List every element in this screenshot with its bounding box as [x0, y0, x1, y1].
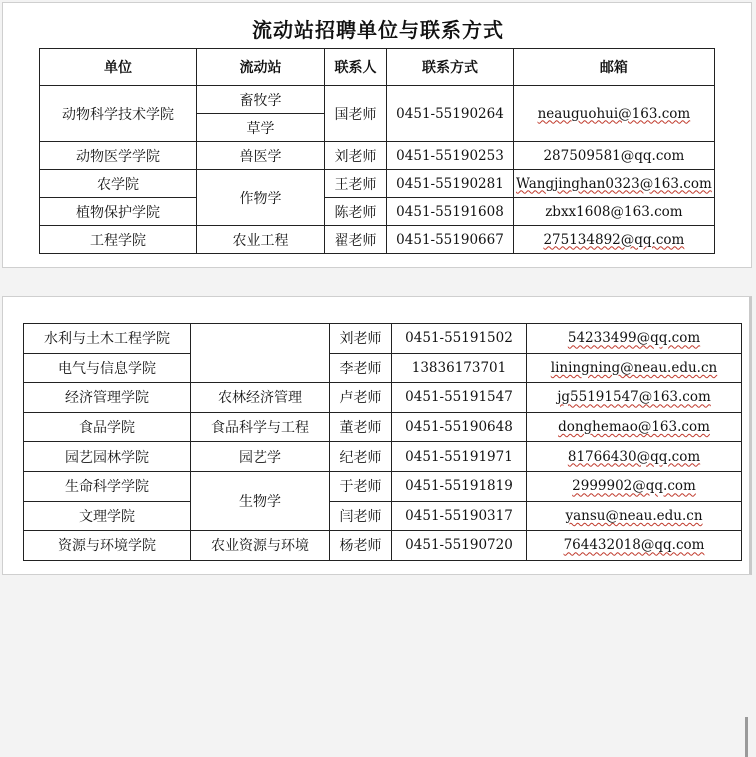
cell-contact: 陈老师 — [325, 198, 387, 226]
cell-station: 农林经济管理 — [191, 383, 330, 413]
cell-contact: 王老师 — [325, 170, 387, 198]
table-row — [24, 324, 742, 354]
cell-unit: 生命科学学院 — [24, 471, 191, 501]
email-text: neauguohui@163.com — [537, 105, 691, 122]
cell-contact: 纪老师 — [330, 442, 392, 472]
cell-contact: 国老师 — [325, 86, 387, 142]
email-text: yansu@neau.edu.cn — [565, 507, 703, 524]
cell-station: 园艺学 — [191, 442, 330, 472]
cell-contact: 于老师 — [330, 471, 392, 501]
cell-contact: 卢老师 — [330, 383, 392, 413]
cell-unit: 电气与信息学院 — [24, 353, 191, 383]
cell-email — [514, 198, 715, 226]
header-station: 流动站 — [197, 49, 325, 86]
cell-unit: 资源与环境学院 — [24, 531, 191, 561]
cell-unit: 农学院 — [40, 170, 197, 198]
cell-email — [527, 353, 742, 383]
cell-email — [527, 412, 742, 442]
email-text: liningning@neau.edu.cn — [550, 359, 718, 376]
cell-contact: 刘老师 — [330, 324, 392, 354]
cell-phone: 0451-55191819 — [392, 471, 527, 501]
document-title: 流动站招聘单位与联系方式 — [252, 18, 504, 42]
cell-unit: 园艺园林学院 — [24, 442, 191, 472]
cell-unit: 食品学院 — [24, 412, 191, 442]
cell-email — [527, 531, 742, 561]
recruitment-table-top — [39, 48, 715, 254]
table-row — [24, 412, 742, 442]
cell-station: 草学 — [197, 114, 325, 142]
table-row — [40, 198, 715, 226]
header-email: 邮箱 — [514, 49, 715, 86]
cell-station: 兽医学 — [197, 142, 325, 170]
cell-unit: 文理学院 — [24, 501, 191, 531]
cell-phone: 0451-55190264 — [387, 86, 514, 142]
cell-unit: 动物科学技术学院 — [40, 86, 197, 142]
cell-email — [514, 142, 715, 170]
table-row — [24, 471, 742, 501]
cell-station: 作物学 — [197, 170, 325, 226]
table-row — [40, 86, 715, 114]
header-unit: 单位 — [40, 49, 197, 86]
email-text: 54233499@qq.com — [567, 330, 701, 347]
email-text: donghemao@163.com — [558, 419, 710, 436]
cell-phone: 0451-55190720 — [392, 531, 527, 561]
cell-contact: 闫老师 — [330, 501, 392, 531]
cell-contact: 刘老师 — [325, 142, 387, 170]
cell-phone: 0451-55191502 — [392, 324, 527, 354]
table-row — [24, 353, 742, 383]
email-text: zbxx1608@163.com — [545, 203, 683, 220]
cell-unit: 水利与土木工程学院 — [24, 324, 191, 354]
cell-email — [527, 324, 742, 354]
cell-unit: 工程学院 — [40, 226, 197, 254]
cell-contact: 杨老师 — [330, 531, 392, 561]
table-header-row — [40, 49, 715, 86]
cell-phone: 0451-55190667 — [387, 226, 514, 254]
cell-phone: 0451-55190317 — [392, 501, 527, 531]
email-text: 764432018@qq.com — [563, 537, 705, 554]
table-row — [24, 383, 742, 413]
cell-email — [527, 383, 742, 413]
table-row — [24, 501, 742, 531]
cell-phone: 0451-55191608 — [387, 198, 514, 226]
cell-phone: 13836173701 — [392, 353, 527, 383]
cell-contact: 李老师 — [330, 353, 392, 383]
cell-station: 农业工程 — [197, 226, 325, 254]
table-row — [40, 170, 715, 198]
email-text: 81766430@qq.com — [567, 448, 701, 465]
email-text: jg55191547@163.com — [557, 389, 711, 406]
cell-station: 食品科学与工程 — [191, 412, 330, 442]
cell-email — [527, 471, 742, 501]
scrollbar-thumb[interactable] — [745, 717, 748, 757]
email-text: 2999902@qq.com — [572, 478, 696, 495]
cell-email — [514, 170, 715, 198]
header-phone: 联系方式 — [387, 49, 514, 86]
cell-unit: 植物保护学院 — [40, 198, 197, 226]
header-contact: 联系人 — [325, 49, 387, 86]
cell-email — [514, 86, 715, 142]
cell-email — [527, 442, 742, 472]
cell-station: 农业资源与环境 — [191, 531, 330, 561]
document-page-top — [2, 2, 752, 268]
cell-contact: 董老师 — [330, 412, 392, 442]
table-row — [24, 442, 742, 472]
cell-phone: 0451-55190648 — [392, 412, 527, 442]
cell-email — [527, 501, 742, 531]
cell-station — [191, 324, 330, 383]
table-row — [24, 531, 742, 561]
cell-email — [514, 226, 715, 254]
email-text: Wangjinghan0323@163.com — [516, 175, 712, 192]
table-row — [40, 226, 715, 254]
cell-phone: 0451-55191547 — [392, 383, 527, 413]
table-row — [40, 142, 715, 170]
cell-phone: 0451-55191971 — [392, 442, 527, 472]
email-text: 275134892@qq.com — [543, 231, 685, 248]
cell-station: 生物学 — [191, 471, 330, 530]
cell-unit: 动物医学学院 — [40, 142, 197, 170]
document-page-bottom — [2, 296, 752, 575]
cell-phone: 0451-55190253 — [387, 142, 514, 170]
recruitment-table-bottom — [23, 323, 742, 561]
cell-phone: 0451-55190281 — [387, 170, 514, 198]
cell-contact: 翟老师 — [325, 226, 387, 254]
cell-station: 畜牧学 — [197, 86, 325, 114]
email-text: 287509581@qq.com — [543, 147, 685, 164]
cell-unit: 经济管理学院 — [24, 383, 191, 413]
